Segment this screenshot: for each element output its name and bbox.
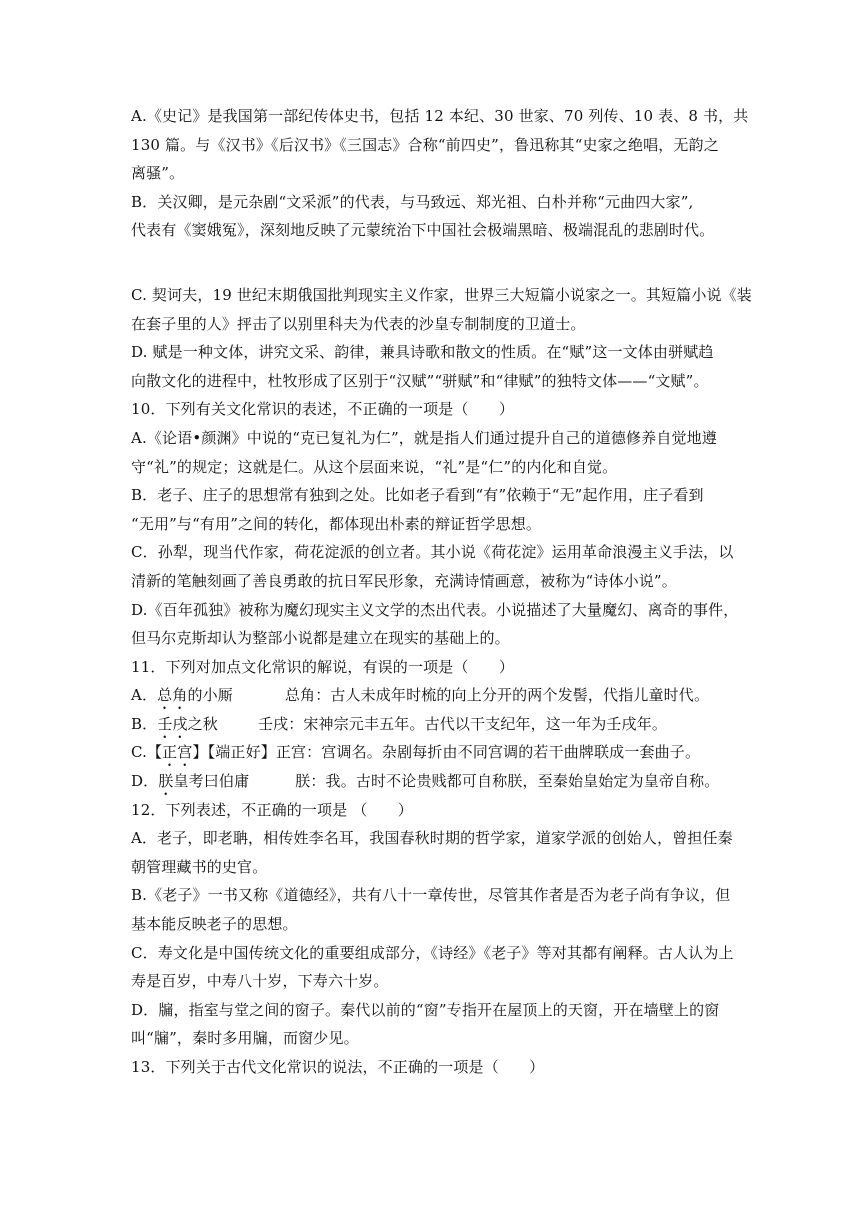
- text-line: 清新的笔触刻画了善良勇敢的抗日军民形象，充满诗情画意，被称为“诗体小说”。: [131, 571, 677, 590]
- text-line: B.《老子》一书又称《道德经》，共有八十一章传世，尽管其作者是否为老子尚有争议，但: [131, 886, 731, 905]
- option-phrase: 】【端正好】正宫：宫调名。杂剧每折由不同宫调的若干曲牌联成一套曲子。: [192, 743, 701, 762]
- text-line: 朝管理藏书的史官。: [131, 857, 268, 876]
- dotted-term: 壬戌: [157, 714, 188, 733]
- text-line: 在套子里的人》抨击了以别里科夫为代表的沙皇专制制度的卫道士。: [131, 314, 586, 333]
- text-line: D.《百年孤独》被称为魔幻现实主义文学的杰出代表。小说描述了大量魔幻、离奇的事件，: [131, 600, 739, 619]
- dotted-term: 正宫: [162, 743, 193, 762]
- text-line: 守“礼”的规定；这就是仁。从这个层面来说，“礼”是“仁”的内化和自觉。: [131, 457, 618, 476]
- text-line: 寿是百岁，中寿八十岁，下寿六十岁。: [131, 972, 389, 991]
- question-text: [131, 102, 752, 1082]
- option-phrase: 皇考曰伯庸: [173, 772, 250, 791]
- option-label: A．: [131, 686, 158, 705]
- question-12-stem: 12．下列表述，不正确的一项是 （ ）: [131, 800, 413, 819]
- question-10-stem: 10．下列有关文化常识的表述，不正确的一项是（ ）: [131, 400, 514, 419]
- text-line: 基本能反映老子的思想。: [131, 915, 298, 934]
- text-line: C．寿文化是中国传统文化的重要组成部分，《诗经》《老子》等对其都有阐释。古人认为上: [131, 943, 734, 962]
- option-explanation: 壬戌：宋神宗元丰五年。古代以干支纪年，这一年为壬戌年。: [257, 714, 668, 733]
- text-line: C．孙犁，现当代作家，荷花淀派的创立者。其小说《荷花淀》运用革命浪漫主义手法，以: [131, 543, 734, 562]
- option-explanation: 总角：古人未成年时梳的向上分开的两个发髻，代指儿童时代。: [284, 686, 710, 705]
- blank-gap: [131, 245, 731, 281]
- q11-option-a: [131, 681, 731, 710]
- text-line: 但马尔克斯却认为整部小说都是建立在现实的基础上的。: [131, 629, 510, 648]
- option-phrase: 的小厮: [187, 686, 233, 705]
- option-label: D．: [131, 772, 159, 791]
- text-line: 叫“牖”，秦时多用牖，而窗少见。: [131, 1029, 359, 1048]
- option-label: B．: [131, 714, 158, 733]
- option-label: C.【: [131, 743, 163, 762]
- question-11-stem: 11．下列对加点文化常识的解说，有误的一项是（ ）: [131, 657, 514, 676]
- q11-option-b: [131, 710, 731, 739]
- text-line: D. 赋是一种文体，讲究文采、韵律，兼具诗歌和散文的性质。在“赋”这一文体由骈赋趋: [131, 343, 714, 362]
- option-phrase: 之秋: [187, 714, 218, 733]
- text-line: 向散文化的进程中，杜牧形成了区别于“汉赋”“骈赋”和“律赋”的独特文体——“文赋”。: [131, 371, 709, 390]
- text-line: 离骚”。: [131, 164, 185, 183]
- text-line: B．老子、庄子的思想常有独到之处。比如老子看到“有”依赖于“无”起作用，庄子看到: [131, 486, 704, 505]
- dotted-term: 朕: [158, 772, 174, 791]
- text-line: 代表有《窦娥冤》，深刻地反映了元蒙统治下中国社会极端黑暗、极端混乱的悲剧时代。: [131, 221, 715, 240]
- text-line: D．牖，指室与堂之间的窗子。秦代以前的“窗”专指开在屋顶上的天窗，开在墙壁上的窗: [131, 1000, 720, 1019]
- q11-option-c: [131, 738, 731, 767]
- text-line: A.《史记》是我国第一部纪传体史书，包括 12 本纪、30 世家、70 列传、10 表、8 书，共: [131, 107, 749, 125]
- option-explanation: 朕：我。古时不论贵贱都可自称朕，至秦始皇始定为皇帝自称。: [295, 772, 720, 791]
- text-line: 130 篇。与《汉书》《后汉书》《三国志》合称“前四史”，鲁迅称其“史家之绝唱，无韵之: [131, 135, 719, 154]
- text-line: C. 契诃夫，19 世纪末期俄国批判现实主义作家，世界三大短篇小说家之一。其短篇小说《装: [131, 285, 752, 304]
- text-line: A.《论语•颜渊》中说的“克已复礼为仁”，就是指人们通过提升自己的道德修养自觉地遵: [131, 428, 717, 447]
- text-line: B．关汉卿，是元杂剧“文采派”的代表，与马致远、郑光祖、白朴并称“元曲四大家”,: [131, 192, 694, 211]
- dotted-term: 总角: [157, 686, 188, 705]
- text-line: “无用”与“有用”之间的转化，都体现出朴素的辩证哲学思想。: [131, 514, 542, 533]
- question-13-stem: 13．下列关于古代文化常识的说法，不正确的一项是（ ）: [131, 1058, 545, 1076]
- q11-option-d: [131, 767, 731, 796]
- text-line: A．老子，即老聃，相传姓李名耳，我国春秋时期的哲学家，道家学派的创始人，曾担任秦: [131, 829, 733, 848]
